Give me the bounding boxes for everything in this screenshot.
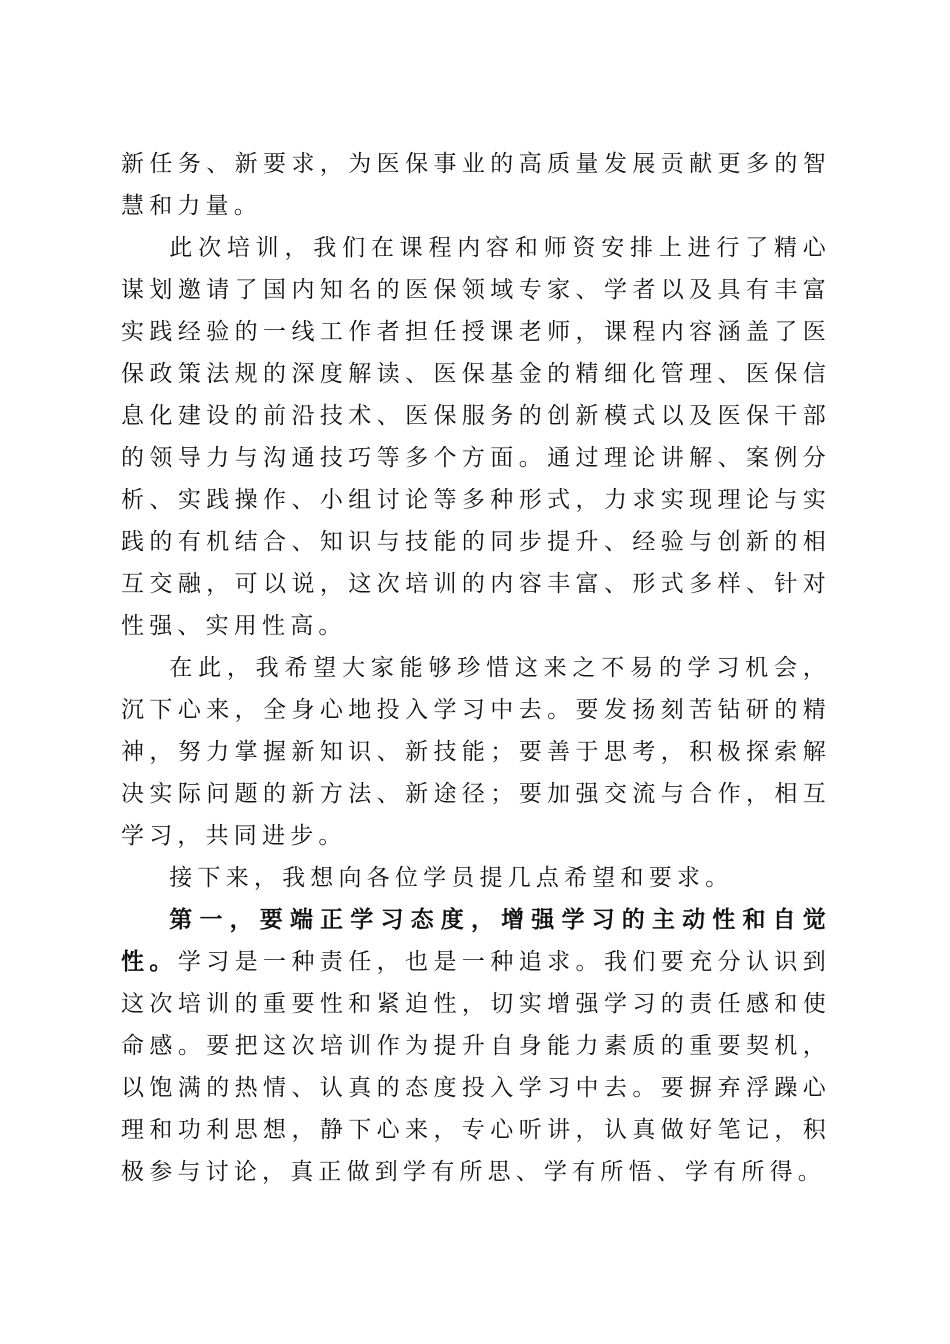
paragraph-cherish-opportunity: 在此，我希望大家能够珍惜这来之不易的学习机会，沉下心来，全身心地投入学习中去。要发扬刻苦钻研的精神，努力掌握新知识、新技能；要善于思考，积极探索解决实际问题的新方法、新途径；要加强交流与合作，相互学习，共同进步。 (121, 655, 831, 849)
paragraph-expectations-intro: 接下来，我想向各位学员提几点希望和要求。 (169, 865, 734, 891)
paragraph-continuation: 新任务、新要求，为医保事业的高质量发展贡献更多的智慧和力量。 (121, 151, 831, 219)
paragraph-training-content: 此次培训，我们在课程内容和师资安排上进行了精心谋划邀请了国内知名的医保领域专家、学者以及具有丰富实践经验的一线工作者担任授课老师，课程内容涵盖了医保政策法规的深度解读、医保基金的精细化管理、医保信息化建设的前沿技术、医保服务的创新模式以及医保干部的领导力与沟通技巧等多个方面。通过理论讲解、案例分析、实践操作、小组讨论等多种形式，力求实现理论与实践的有机结合、知识与技能的同步提升、经验与创新的相互交融，可以说，这次培训的内容丰富、形式多样、针对性强、实用性高。 (121, 235, 831, 639)
paragraph-first-requirement (121, 899, 831, 1193)
first-requirement-heading: 第一，要端正学习态度，增强学习的主动性和自觉性。 (121, 906, 831, 975)
first-requirement-body: 学习是一种责任，也是一种追求。我们要充分认识到这次培训的重要性和紧迫性，切实增强学习的责任感和使命感。要把这次培训作为提升自身能力素质的重要契机，以饱满的热情、认真的态度投入学习中去。要摒弃浮躁心理和功利思想，静下心来，专心听讲，认真做好笔记，积极参与讨论，真正做到学有所思、学有所悟、学有所得。 (121, 949, 831, 1185)
document-body (121, 143, 831, 1193)
